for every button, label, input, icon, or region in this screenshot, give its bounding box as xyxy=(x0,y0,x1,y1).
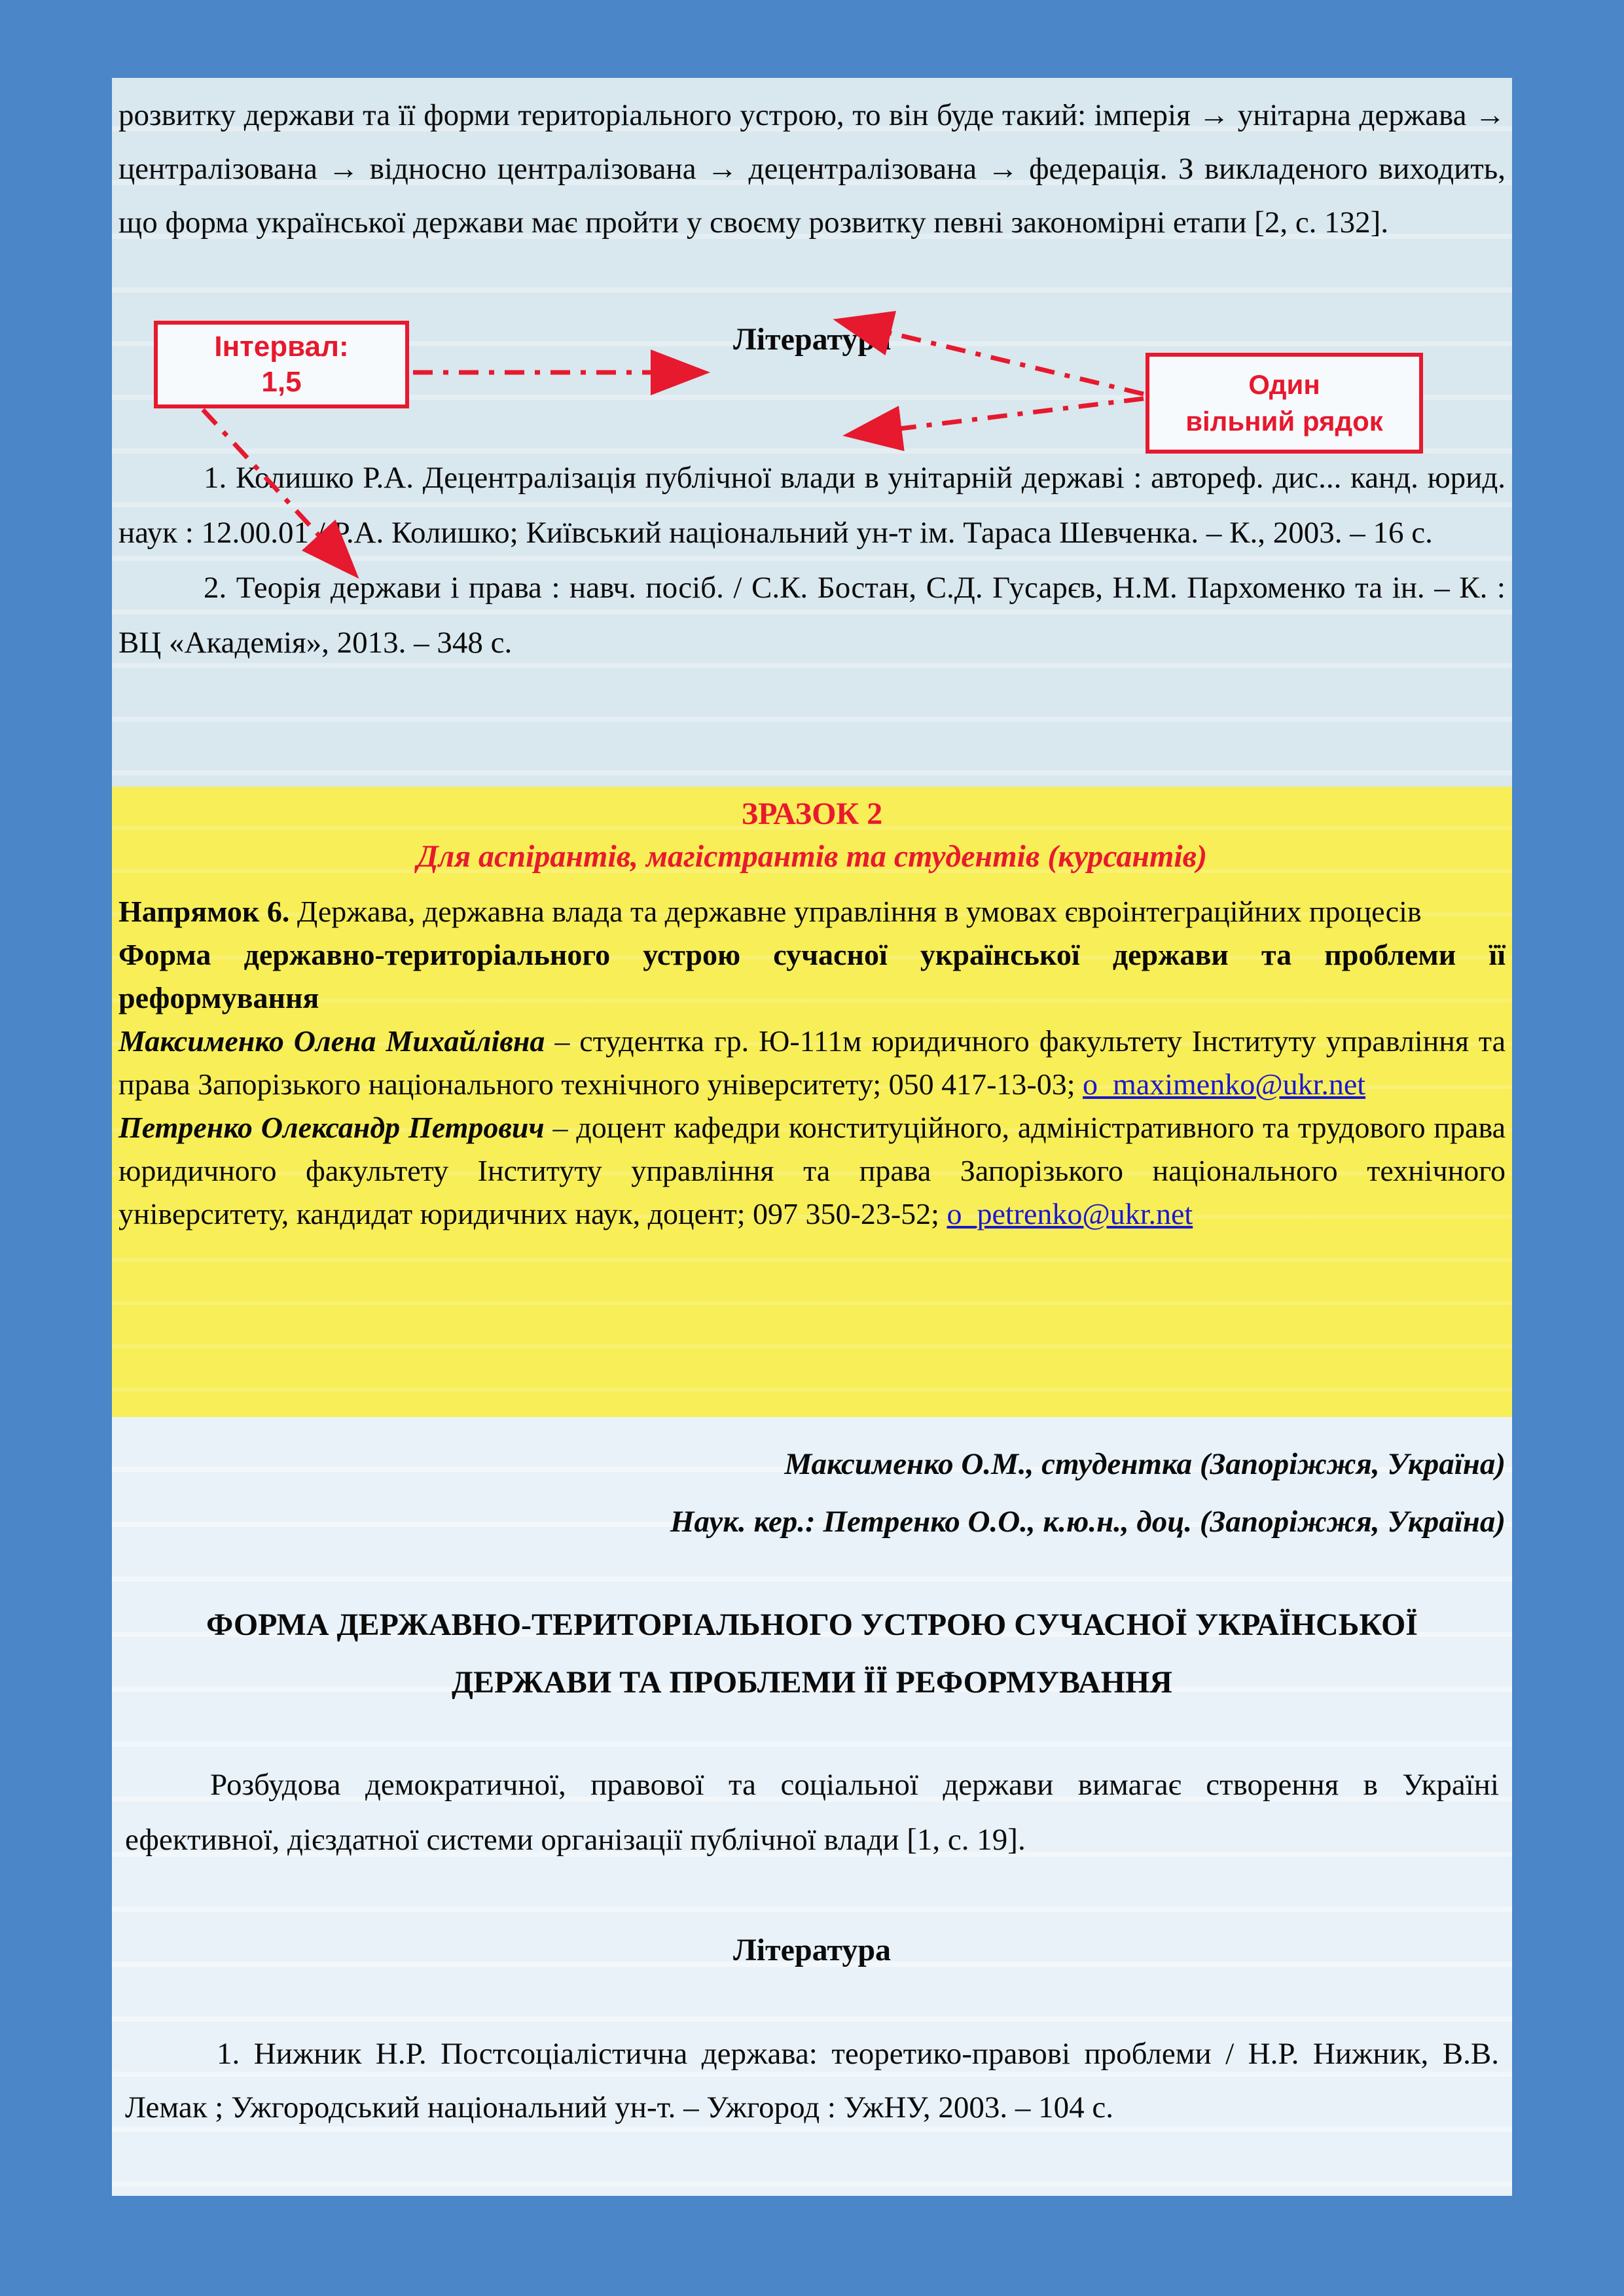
supervisor-name: Петренко Олександр Петрович xyxy=(118,1111,545,1144)
section-sample-2 xyxy=(112,787,1512,1417)
callout-line-spacing-label-2: 1,5 xyxy=(261,366,302,398)
callout-free-line-label-1: Один xyxy=(1248,369,1320,400)
sample2-subtitle: Для аспірантів, магістрантів та студентів (курсантів) xyxy=(416,839,1208,874)
supervisor-email-link[interactable]: o_petrenko@ukr.net xyxy=(947,1197,1193,1230)
direction-text: Держава, державна влада та державне управління в умовах євроінтеграційних процесів xyxy=(289,895,1422,928)
literature-heading-bottom: Література xyxy=(732,1933,892,1967)
callout-free-line xyxy=(1146,353,1423,454)
article-paragraph: Розбудова демократичної, правової та соціальної держави вимагає створення в Україні ефективної, дієздатної системи організації публічної влади [1, с. 19]. xyxy=(125,1768,1499,1857)
byline-supervisor: Наук. кер.: Петренко О.О., к.ю.н., доц. (Запоріжжя, Україна) xyxy=(670,1505,1506,1539)
sample2-direction xyxy=(118,890,1506,933)
article-title: ФОРМА ДЕРЖАВНО-ТЕРИТОРІАЛЬНОГО УСТРОЮ СУЧАСНОЇ УКРАЇНСЬКОЇ ДЕРЖАВИ ТА ПРОБЛЕМИ ЇЇ РЕФОРМУВАННЯ xyxy=(206,1607,1418,1700)
student-email-link[interactable]: o_maximenko@ukr.net xyxy=(1083,1067,1366,1101)
byline-author: Максименко О.М., студентка (Запоріжжя, Україна) xyxy=(784,1447,1506,1481)
reference-item: 1. Нижник Н.Р. Постсоціалістична держава: теоретико-правові проблеми / Н.Р. Нижник, В.В. Лемак ; Ужгородський національний ун-т. – Ужгород : УжНУ, 2003. – 104 с. xyxy=(125,2037,1499,2125)
callout-line-spacing xyxy=(154,321,409,408)
sample2-topic: Форма державно-територіального устрою сучасної української держави та проблеми її реформування xyxy=(118,938,1506,1014)
student-details: – студентка гр. Ю-111м юридичного факультету Інституту управління та права Запорізького національного технічного університету; 050 417-13-03; xyxy=(118,1024,1506,1101)
reference-list-bottom xyxy=(118,2027,1506,2134)
sample2-student xyxy=(118,1020,1506,1106)
arrow-freeline-to-blank-below xyxy=(852,399,1144,435)
supervisor-details: – доцент кафедри конституційного, адміністративного та трудового права юридичного факультету Інституту управління та права Запорізького національного технічного університету, кандидат юридичних наук, доцент; 097 350-23-52; xyxy=(118,1111,1506,1230)
reference-list-top xyxy=(112,450,1512,670)
sample2-supervisor xyxy=(118,1106,1506,1236)
sample2-title: ЗРАЗОК 2 xyxy=(741,797,883,831)
reference-item: 1. Колишко Р.А. Децентралізація публічної влади в унітарній державі : автореф. дис... канд. юрид. наук : 12.00.01 / Р.А. Колишко; Київський національний ун-т ім. Тараса Шевченка. – К., 2003. – 16 с. xyxy=(118,461,1506,550)
callout-free-line-label-2: вільний рядок xyxy=(1185,406,1383,437)
section-article xyxy=(112,1417,1512,2196)
reference-item: 2. Теорія держави і права : навч. посіб. / С.К. Бостан, С.Д. Гусарєв, Н.М. Пархоменко та ін. – К. : ВЦ «Академія», 2013. – 348 с. xyxy=(118,571,1506,660)
literature-heading-top: Література xyxy=(732,322,892,357)
direction-label: Напрямок 6. xyxy=(118,895,290,928)
continuation-paragraph: розвитку держави та її форми територіального устрою, то він буде такий: імперія → унітарна держава → централізована → відносно централізована → децентралізована → федерація. З викладеного виходить, що форма української держави має пройти у своєму розвитку певні закономірні етапи [2, с. 132]. xyxy=(118,98,1506,240)
page-content-area xyxy=(112,78,1512,2196)
section-top xyxy=(112,78,1512,787)
student-name: Максименко Олена Михайлівна xyxy=(118,1024,545,1058)
callout-line-spacing-label-1: Інтервал: xyxy=(214,331,349,363)
